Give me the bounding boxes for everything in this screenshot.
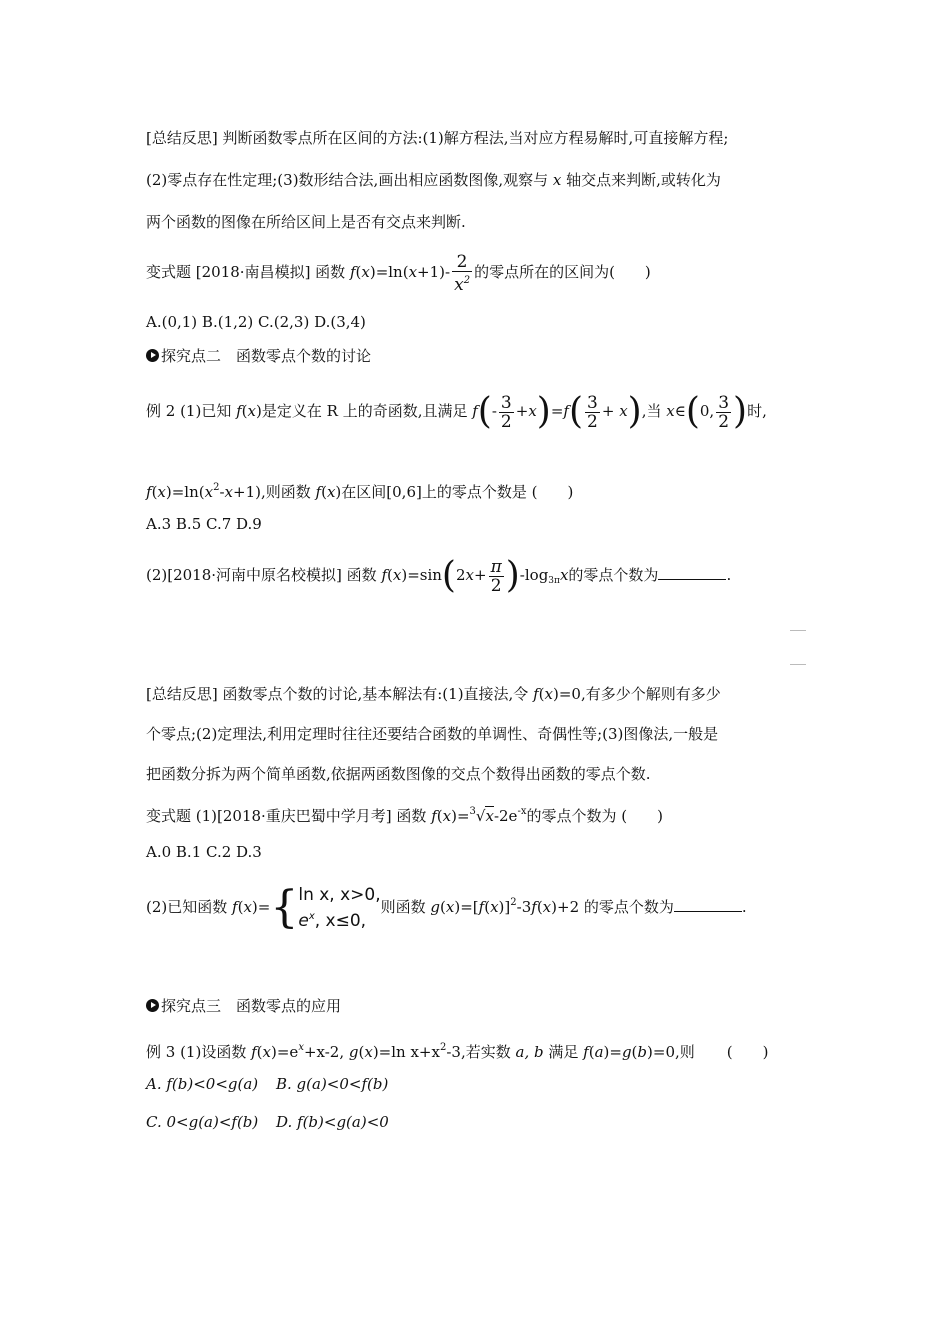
variant1-question — [146, 250, 651, 294]
summary1-line2-a: (2)零点存在性定理;(3)数形结合法,画出相应函数图像,观察与 — [146, 171, 553, 189]
example3-f-def-rest: +x-2, — [303, 1043, 349, 1061]
example2-line2: $f(x)=\ln(x^2-x+1)$,则函数 f(x)在区间[0,6]上的零点个数是 ( ) — [146, 482, 574, 501]
variant2-minus3: -3 — [516, 898, 532, 916]
frac-a-den: 2 — [500, 411, 512, 432]
variant1-prefix: 变式题 [2018·南昌模拟] 函数 — [146, 263, 350, 281]
case2-rest: , x≤0, — [314, 911, 367, 931]
variant2-part2-prefix: (2)已知函数 — [146, 898, 233, 916]
summary1-line1: [总结反思] 判断函数零点所在区间的方法:(1)解方程法,当对应方程易解时,可直接解方程; — [146, 129, 729, 147]
example2-log: -log — [519, 566, 549, 584]
example2-sin: =sin — [407, 566, 442, 584]
example2-line2-b: +1),则函数 — [233, 483, 316, 501]
option-a: A. f(b)<0<g(a) — [146, 1075, 259, 1093]
variant1-x1: x — [361, 263, 370, 281]
summary1-line3: 两个函数的图像在所给区间上是否有交点来判断. — [146, 213, 466, 231]
example2-frac-a — [499, 394, 514, 431]
summary2-line1-a: [总结反思] 函数零点个数的讨论,基本解法有:(1)直接法,令 — [146, 685, 534, 703]
play-circle-icon — [146, 349, 159, 362]
example2-two: 2 — [455, 566, 466, 584]
section3-title: 探究点三 函数零点的应用 — [161, 997, 342, 1015]
variant2-prefix: 变式题 (1)[2018·重庆巴蜀中学月考] 函数 — [146, 807, 432, 825]
pi-num: π — [490, 556, 502, 577]
variant1-options: A.(0,1) B.(1,2) C.(2,3) D.(3,4) — [146, 313, 366, 331]
summary2-line2: 个零点;(2)定理法,利用定理时往往还要结合函数的单调性、奇偶性等;(3)图像法,一般是 — [146, 725, 719, 743]
frac-c-den: 2 — [718, 411, 730, 432]
example2-period: . — [726, 566, 732, 584]
variant1-mid: ( — [355, 263, 362, 281]
variant1-plus: +1)- — [417, 263, 451, 281]
variant2-minus-e: -2e — [493, 807, 518, 825]
summary2-line1: [总结反思] 函数零点个数的讨论,基本解法有:(1)直接法,令 f(x)=0,有多少个解则有多少 — [146, 685, 721, 703]
piecewise-cases — [298, 884, 380, 932]
case2-e: e — [298, 911, 309, 931]
example2-frac-b — [585, 394, 600, 431]
section2-heading — [146, 346, 371, 366]
example2-shi: 时, — [747, 402, 767, 420]
summary1-line2-b: 轴交点来判断,或转化为 — [561, 171, 721, 189]
variant2-gx: =[ — [460, 898, 479, 916]
summary2-line3: 把函数分拆为两个简单函数,依据两函数图像的交点个数得出函数的零点个数. — [146, 765, 651, 783]
summary1-line2-x: x — [552, 171, 562, 189]
option-b: B. g(a)<0<f(b) — [276, 1075, 389, 1093]
example2-cond-text: 是定义在 R 上的奇函数,且满足 — [261, 402, 473, 420]
example2-part2: (2)[2018·河南中原名校模拟] 函数 f(x)=sin(2x+ $\frac{\pi}{2}$ )$-\log_{3\pi}x$的零点个数为 . — [146, 555, 732, 596]
pi-den: 2 — [490, 575, 502, 596]
summary2-line1-b: =0,有多少个解则有多少 — [558, 685, 721, 703]
variant2-part2: (2)已知函数 f(x)={ ln x, x>0, $e^x$, x≤0, 则函数 $g(x)=[f(x)]^2-3f(x)+2$ 的零点个数为 . — [146, 882, 747, 933]
example3-options-row1 — [146, 1074, 388, 1094]
example3-g-def-rest: -3,若实数 — [446, 1043, 516, 1061]
example2-part2-suffix: 的零点个数为 — [568, 566, 659, 584]
example2-log-base: 3π — [548, 576, 560, 586]
margin-dash — [790, 664, 806, 665]
variant1-fraction — [452, 253, 472, 294]
variant2-plus2: +2 的零点个数为 — [557, 898, 674, 916]
answer-blank[interactable] — [674, 897, 742, 912]
example3-ab: a, b — [515, 1043, 544, 1061]
variant1-frac-den-exp: 2 — [463, 274, 471, 286]
example2-pi-frac — [489, 558, 504, 595]
case2: $e^x$, x≤0, — [298, 911, 367, 931]
frac-a-num: 3 — [500, 392, 512, 413]
answer-blank[interactable] — [658, 565, 726, 580]
frac-c-num: 3 — [718, 392, 730, 413]
example2-in: ∈ — [674, 402, 686, 420]
example2-interval-zero: 0, — [699, 402, 715, 420]
example3-answer-paren: ( ) — [726, 1043, 769, 1061]
example2-frac-c — [716, 394, 731, 431]
variant1-x2: x — [408, 263, 418, 281]
example2-line2-c: 在区间[0,6]上的零点个数是 ( ) — [341, 483, 574, 501]
cube-root-icon: √ — [475, 807, 486, 825]
example2-options: A.3 B.5 C.7 D.9 — [146, 515, 262, 533]
variant2-options: A.0 B.1 C.2 D.3 — [146, 843, 262, 861]
example3-cond2: =0,则 — [652, 1043, 695, 1061]
variant1-fx: f — [349, 263, 356, 281]
variant1-frac-den-x: x — [454, 274, 464, 295]
summary1-line2 — [146, 170, 721, 190]
variant2-period: . — [741, 898, 747, 916]
example2-part2-prefix: (2)[2018·河南中原名校模拟] 函数 — [146, 566, 382, 584]
margin-dash — [790, 630, 806, 631]
case1: ln x, x>0, — [298, 885, 381, 905]
variant1-suffix: 的零点所在的区间为( ) — [474, 263, 651, 281]
variant2-question: 变式题 (1)[2018·重庆巴蜀中学月考] 函数 $f(x)=^3√x-2e^{-x}$的零点个数为 ( ) — [146, 806, 663, 825]
frac-b-num: 3 — [587, 392, 598, 413]
frac-b-den: 2 — [587, 411, 598, 432]
example2-line1: 例 2 (1)已知 f(x)是定义在 R 上的奇函数,且满足 f(- $\frac{3}{2}$ +x)=f( $\frac{3}{2}$ + x),当 x∈(0, $\frac{3}{2}$ )时, — [146, 391, 767, 432]
variant2-exp: -x — [517, 806, 527, 817]
variant2-suffix: 的零点个数为 ( ) — [526, 807, 663, 825]
variant2-eq: = — [456, 807, 470, 825]
example3-label: 例 3 (1)设函数 — [146, 1043, 252, 1061]
section2-title: 探究点二 函数零点个数的讨论 — [161, 347, 372, 365]
example2-line2-a: )=ln( — [165, 483, 205, 501]
option-c: C. 0<g(a)<f(b) — [146, 1113, 259, 1131]
variant2-root-index: 3 — [469, 806, 476, 817]
example3-cond: 满足 — [543, 1043, 584, 1061]
example2-label: 例 2 (1)已知 — [146, 402, 237, 420]
example3-question: 例 3 (1)设函数 $f(x)=e^x+x-2$, g(x)=ln $x+x^2-3$,若实数 a, b 满足 f(a)=g(b)=0,则 ( ) — [146, 1042, 769, 1061]
variant2-mid: 则函数 — [380, 898, 431, 916]
example3-g-def: =ln x+x — [378, 1043, 440, 1061]
variant1-frac-den — [452, 272, 472, 294]
option-d: D. f(b)<g(a)<0 — [276, 1113, 389, 1131]
variant1-frac-num: 2 — [452, 253, 472, 272]
variant2-sq: 2 — [510, 897, 517, 908]
section3-heading — [146, 996, 341, 1016]
example3-options-row2 — [146, 1112, 389, 1132]
variant1-eq: )=ln( — [369, 263, 409, 281]
example3-f-def: =e — [276, 1043, 299, 1061]
example2-when: ,当 — [641, 402, 667, 420]
play-circle-icon — [146, 999, 159, 1012]
